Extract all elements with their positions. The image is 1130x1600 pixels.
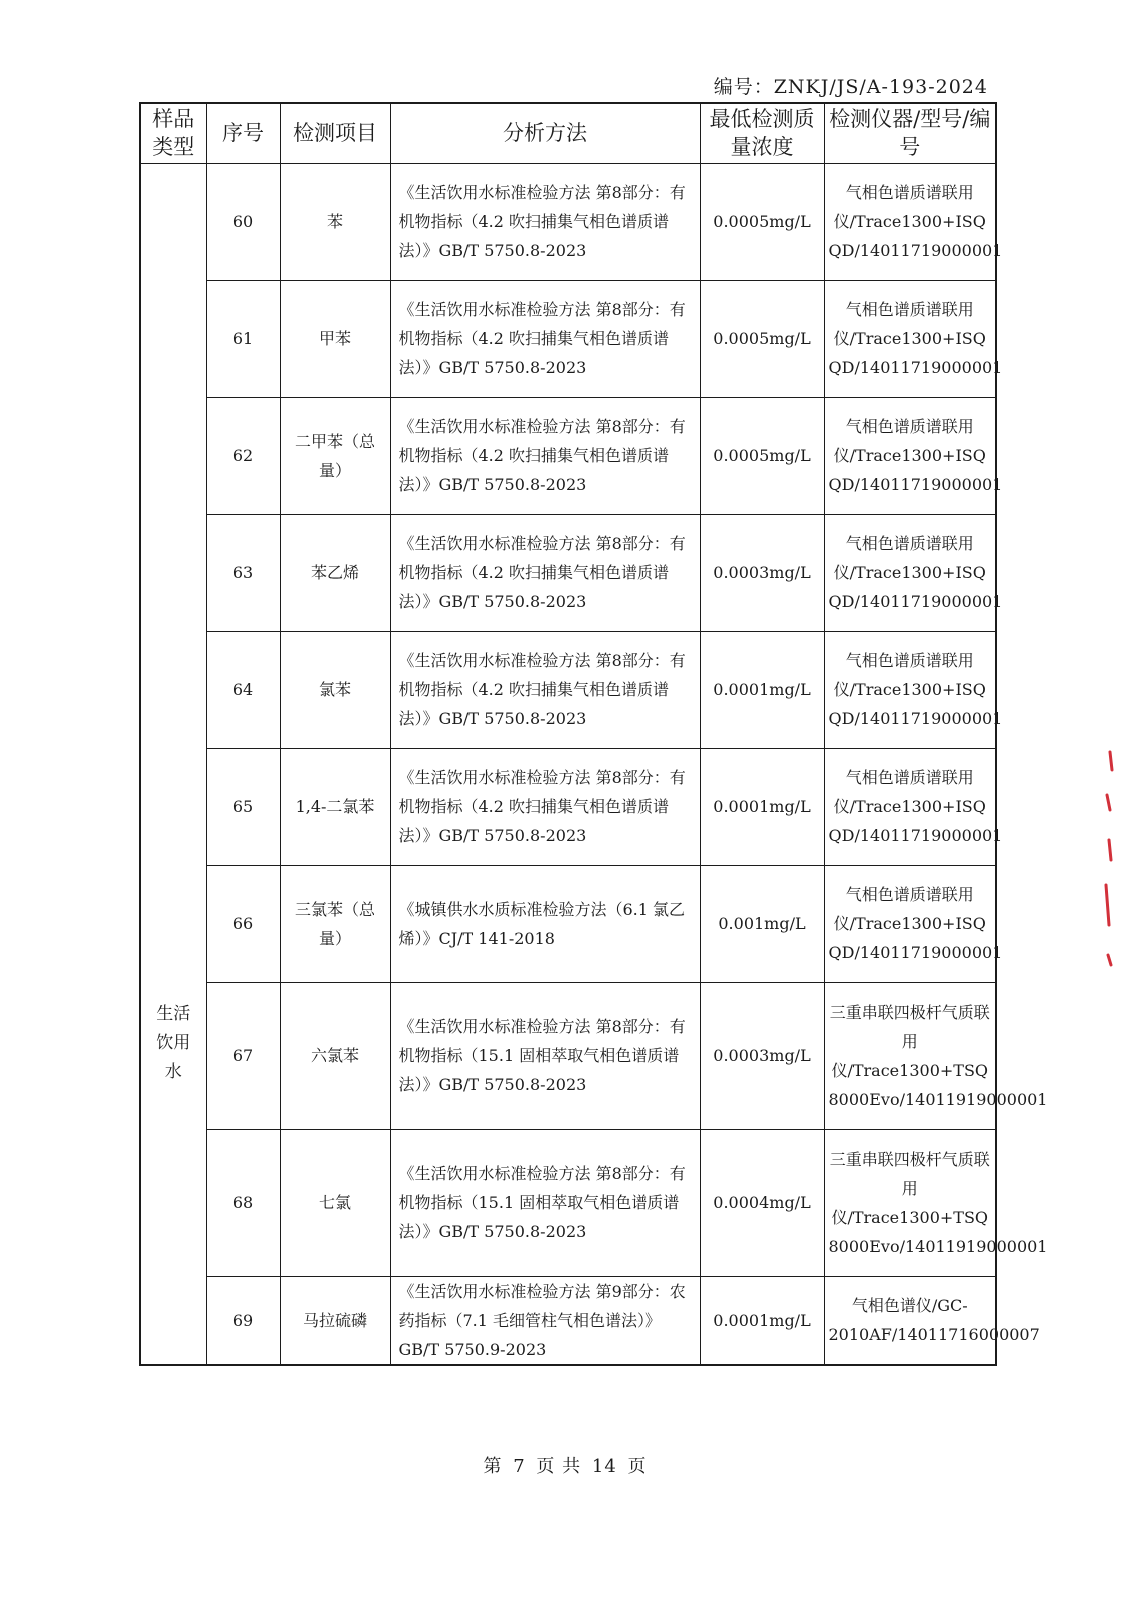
row-method: 《生活饮用水标准检验方法 第8部分：有机物指标（4.2 吹扫捕集气相色谱质谱法）》GB/T 5750.8-2023 xyxy=(390,514,700,631)
table-row xyxy=(140,982,996,1129)
row-method: 《生活饮用水标准检验方法 第9部分：农药指标（7.1 毛细管柱气相色谱法）》GB/T 5750.9-2023 xyxy=(390,1276,700,1365)
header-seq: 序号 xyxy=(206,103,280,163)
row-instrument: 气相色谱质谱联用仪/Trace1300+ISQ QD/14011719000001 xyxy=(824,280,996,397)
row-seq: 63 xyxy=(206,514,280,631)
row-item: 七氯 xyxy=(280,1129,390,1276)
header-sample-type: 样品类型 xyxy=(140,103,206,163)
row-seq: 61 xyxy=(206,280,280,397)
row-item: 苯乙烯 xyxy=(280,514,390,631)
row-item: 二甲苯（总量） xyxy=(280,397,390,514)
row-min-conc: 0.0001mg/L xyxy=(700,1276,824,1365)
page-total: 14 xyxy=(591,1456,617,1477)
table-row xyxy=(140,163,996,280)
row-seq: 64 xyxy=(206,631,280,748)
row-instrument: 气相色谱质谱联用仪/Trace1300+ISQ QD/14011719000001 xyxy=(824,163,996,280)
row-instrument: 气相色谱质谱联用仪/Trace1300+ISQ QD/14011719000001 xyxy=(824,748,996,865)
row-method: 《生活饮用水标准检验方法 第8部分：有机物指标（4.2 吹扫捕集气相色谱质谱法）》GB/T 5750.8-2023 xyxy=(390,631,700,748)
row-min-conc: 0.0003mg/L xyxy=(700,982,824,1129)
document-number: 编号：ZNKJ/JS/A-193-2024 xyxy=(713,76,988,98)
table-row xyxy=(140,1276,996,1365)
row-seq: 67 xyxy=(206,982,280,1129)
header-min-conc: 最低检测质量浓度 xyxy=(700,103,824,163)
row-instrument: 气相色谱质谱联用仪/Trace1300+ISQ QD/14011719000001 xyxy=(824,397,996,514)
row-item: 氯苯 xyxy=(280,631,390,748)
row-item: 甲苯 xyxy=(280,280,390,397)
page-number xyxy=(0,1452,1130,1478)
table-row xyxy=(140,280,996,397)
detection-methods-table xyxy=(139,102,1048,1366)
page-current: 7 xyxy=(513,1456,526,1477)
row-seq: 69 xyxy=(206,1276,280,1365)
row-item: 三氯苯（总量） xyxy=(280,865,390,982)
row-method: 《生活饮用水标准检验方法 第8部分：有机物指标（15.1 固相萃取气相色谱质谱法）》GB/T 5750.8-2023 xyxy=(390,982,700,1129)
row-instrument: 气相色谱质谱联用仪/Trace1300+ISQ QD/14011719000001 xyxy=(824,514,996,631)
row-method: 《生活饮用水标准检验方法 第8部分：有机物指标（4.2 吹扫捕集气相色谱质谱法）》GB/T 5750.8-2023 xyxy=(390,397,700,514)
row-instrument: 气相色谱质谱联用仪/Trace1300+ISQ QD/14011719000001 xyxy=(824,631,996,748)
row-seq: 68 xyxy=(206,1129,280,1276)
row-method: 《城镇供水水质标准检验方法（6.1 氯乙烯）》CJ/T 141-2018 xyxy=(390,865,700,982)
header-instrument: 检测仪器/型号/编号 xyxy=(824,103,996,163)
row-instrument: 气相色谱质谱联用仪/Trace1300+ISQ QD/14011719000001 xyxy=(824,865,996,982)
table-header-row xyxy=(140,103,996,163)
row-min-conc: 0.0005mg/L xyxy=(700,397,824,514)
row-min-conc: 0.001mg/L xyxy=(700,865,824,982)
row-min-conc: 0.0005mg/L xyxy=(700,163,824,280)
row-seq: 66 xyxy=(206,865,280,982)
row-seq: 62 xyxy=(206,397,280,514)
table-row xyxy=(140,631,996,748)
row-seq: 60 xyxy=(206,163,280,280)
table-row xyxy=(140,748,996,865)
row-instrument: 气相色谱仪/GC-2010AF/14011716000007 xyxy=(824,1276,996,1365)
row-min-conc: 0.0003mg/L xyxy=(700,514,824,631)
row-item: 马拉硫磷 xyxy=(280,1276,390,1365)
row-instrument: 三重串联四极杆气质联用仪/Trace1300+TSQ 8000Evo/14011919000001 xyxy=(824,982,996,1129)
row-item: 六氯苯 xyxy=(280,982,390,1129)
row-min-conc: 0.0001mg/L xyxy=(700,748,824,865)
table-row xyxy=(140,397,996,514)
sample-type-cell: 生活饮用水 xyxy=(140,163,206,1365)
table-row xyxy=(140,865,996,982)
row-method: 《生活饮用水标准检验方法 第8部分：有机物指标（4.2 吹扫捕集气相色谱质谱法）》GB/T 5750.8-2023 xyxy=(390,280,700,397)
header-method: 分析方法 xyxy=(390,103,700,163)
page-suffix: 页 xyxy=(627,1456,647,1477)
row-method: 《生活饮用水标准检验方法 第8部分：有机物指标（4.2 吹扫捕集气相色谱质谱法）》GB/T 5750.8-2023 xyxy=(390,748,700,865)
row-item: 1,4-二氯苯 xyxy=(280,748,390,865)
row-item: 苯 xyxy=(280,163,390,280)
row-min-conc: 0.0001mg/L xyxy=(700,631,824,748)
row-min-conc: 0.0005mg/L xyxy=(700,280,824,397)
row-min-conc: 0.0004mg/L xyxy=(700,1129,824,1276)
page-prefix: 第 xyxy=(483,1456,503,1477)
page-mid: 页 共 xyxy=(536,1456,582,1477)
row-method: 《生活饮用水标准检验方法 第8部分：有机物指标（4.2 吹扫捕集气相色谱质谱法）》GB/T 5750.8-2023 xyxy=(390,163,700,280)
table-row xyxy=(140,1129,996,1276)
header-item: 检测项目 xyxy=(280,103,390,163)
seal-edge-mark xyxy=(1104,750,1114,970)
row-method: 《生活饮用水标准检验方法 第8部分：有机物指标（15.1 固相萃取气相色谱质谱法）》GB/T 5750.8-2023 xyxy=(390,1129,700,1276)
table-row xyxy=(140,514,996,631)
row-seq: 65 xyxy=(206,748,280,865)
row-instrument: 三重串联四极杆气质联用仪/Trace1300+TSQ 8000Evo/14011919000001 xyxy=(824,1129,996,1276)
